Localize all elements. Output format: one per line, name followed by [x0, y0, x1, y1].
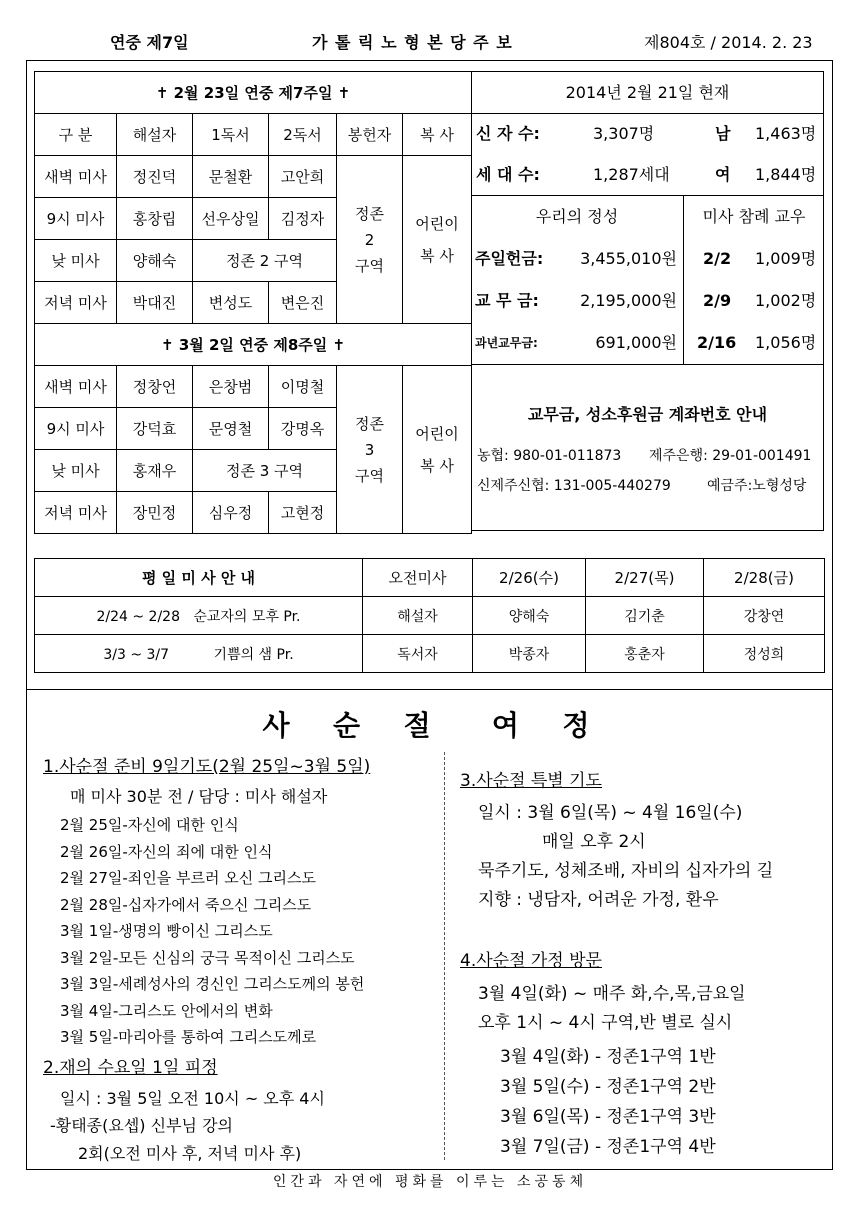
list-item: 3월 1일-생명의 빵이신 그리스도 [60, 922, 273, 940]
mass-label: 낮 미사 [35, 450, 117, 492]
offertory-line: 정존 [355, 414, 384, 433]
table-cell: 이명철 [269, 366, 337, 408]
col-header: 구 분 [35, 114, 117, 156]
offertory-line: 2 [364, 230, 375, 249]
section-divider [26, 689, 833, 690]
altar-server-cell [403, 156, 472, 324]
attendance-date: 2/16 [697, 333, 737, 352]
footer-motto: 인간과 자연에 평화를 이루는 소공동체 [272, 1174, 588, 1190]
offertory-line: 구역 [355, 466, 384, 485]
mass-label: 새벽 미사 [35, 156, 117, 198]
altar-server-line: 어린이 [415, 424, 459, 443]
mass-label: 낮 미사 [35, 240, 117, 282]
male-label: 남 [715, 124, 731, 143]
lent-title: 사 순 절 여 정 [262, 709, 598, 742]
table-cell: 변은진 [269, 282, 337, 324]
lent-section-3-line: 매일 오후 2시 [542, 832, 646, 852]
col-header: 2/28(금) [704, 559, 825, 597]
offertory-cell [337, 156, 403, 324]
table-cell: 정존 2 구역 [193, 240, 337, 282]
account-nh: 농협: 980-01-011873 [477, 448, 622, 464]
table-cell: 문철환 [193, 156, 269, 198]
table-cell: 정성희 [704, 635, 825, 673]
table-cell: 양해숙 [117, 240, 193, 282]
table-cell: 홍창립 [117, 198, 193, 240]
week1-title: ✝ 2월 23일 연중 제7주일 ✝ [35, 72, 472, 114]
mass-schedule-table [34, 71, 472, 534]
account-sinhyup: 신제주신협: 131-005-440279 [477, 478, 671, 494]
mass-label: 9시 미사 [35, 408, 117, 450]
lent-section-3-line: 일시 : 3월 6일(목) ~ 4월 16일(수) [478, 803, 743, 823]
lent-section-3-line: 묵주기도, 성체조배, 자비의 십자가의 길 [478, 861, 774, 881]
mass-label: 저녁 미사 [35, 282, 117, 324]
col-header: 복 사 [403, 114, 472, 156]
lent-section-4-title: 4.사순절 가정 방문 [460, 951, 602, 971]
table-cell: 강명옥 [269, 408, 337, 450]
lent-section-2-title: 2.재의 수요일 1일 피정 [43, 1058, 218, 1078]
table-cell: 선우상일 [193, 198, 269, 240]
list-item: 3월 5일(수) - 정존1구역 2반 [500, 1077, 716, 1097]
novena-list [60, 812, 364, 1051]
offertory-cell [337, 366, 403, 534]
col-header: 2독서 [269, 114, 337, 156]
attendance-count: 1,009명 [755, 249, 817, 268]
offering-value: 691,000원 [595, 333, 677, 352]
list-item: 3월 3일-세례성사의 경신인 그리스도께의 봉헌 [60, 975, 365, 993]
lent-section-1-sub: 매 미사 30분 전 / 담당 : 미사 해설자 [70, 787, 328, 806]
table-cell: 장민정 [117, 492, 193, 534]
table-cell: 강덕효 [117, 408, 193, 450]
list-item: 2월 28일-십자가에서 죽으신 그리스도 [60, 895, 312, 914]
weekday-title: 평 일 미 사 안 내 [35, 559, 363, 597]
issue-number: 제804호 / 2014. 2. 23 [644, 33, 813, 52]
believers-label: 신 자 수: [476, 124, 540, 143]
table-cell: 고안희 [269, 156, 337, 198]
table-cell: 문영철 [193, 408, 269, 450]
table-cell: 고현정 [269, 492, 337, 534]
mass-label: 9시 미사 [35, 198, 117, 240]
list-item: 3월 2일-모든 신심의 궁극 목적이신 그리스도 [60, 948, 355, 967]
list-item: 3월 4일(화) - 정존1구역 1반 [500, 1047, 716, 1067]
table-cell: 홍춘자 [586, 635, 704, 673]
table-cell: 박종자 [473, 635, 586, 673]
lent-section-2-line: 일시 : 3월 5일 오전 10시 ~ 오후 4시 [60, 1089, 325, 1108]
bulletin-title: 가 톨 릭 노 형 본 당 주 보 [312, 33, 513, 52]
table-cell: 강창연 [704, 597, 825, 635]
lent-section-3-line: 지향 : 냉담자, 어려운 가정, 환우 [478, 890, 719, 910]
table-cell: 김정자 [269, 198, 337, 240]
offering-title: 우리의 정성 [535, 207, 619, 226]
mass-label: 새벽 미사 [35, 366, 117, 408]
table-cell: 박대진 [117, 282, 193, 324]
attendance-count: 1,002명 [755, 291, 817, 310]
altar-server-line: 복 사 [420, 456, 454, 475]
offering-label: 과년교무금: [475, 336, 538, 350]
list-item: 2월 27일-죄인을 부르러 오신 그리스도 [60, 869, 316, 887]
lent-section-2-line: 2회(오전 미사 후, 저녁 미사 후) [78, 1144, 302, 1163]
account-jeju: 제주은행: 29-01-001491 [649, 448, 812, 464]
altar-server-line: 어린이 [415, 214, 459, 233]
col-header: 봉헌자 [337, 114, 403, 156]
offertory-line: 구역 [355, 256, 384, 275]
households-label: 세 대 수: [476, 165, 540, 184]
female-value: 1,844명 [755, 165, 817, 184]
lent-section-1-title: 1.사순절 준비 9일기도(2월 25일~3월 5일) [43, 757, 371, 777]
table-cell: 변성도 [193, 282, 269, 324]
stats-panel [471, 71, 824, 531]
attendance-title: 미사 참례 교우 [702, 207, 806, 226]
offertory-line: 3 [364, 440, 375, 459]
list-item: 3월 6일(목) - 정존1구역 3반 [500, 1107, 716, 1127]
issue-week: 연중 제7일 [110, 33, 189, 52]
visit-list [500, 1042, 716, 1162]
lent-section-4-line: 오후 1시 ~ 4시 구역,반 별로 실시 [478, 1013, 733, 1033]
account-holder: 예금주:노형성당 [707, 478, 807, 494]
mass-label: 저녁 미사 [35, 492, 117, 534]
offering-value: 2,195,000원 [580, 291, 677, 310]
col-header: 오전미사 [363, 559, 473, 597]
altar-server-line: 복 사 [420, 246, 454, 265]
attendance-count: 1,056명 [755, 333, 817, 352]
offertory-line: 정존 [355, 204, 384, 223]
attendance-date: 2/2 [703, 249, 732, 268]
female-label: 여 [715, 165, 731, 184]
table-cell: 은창범 [193, 366, 269, 408]
week2-title: ✝ 3월 2일 연중 제8주일 ✝ [35, 324, 472, 366]
weekday-period: 2/24 ~ 2/28 순교자의 모후 Pr. [35, 597, 363, 635]
offering-label: 주일헌금: [475, 249, 544, 268]
table-cell: 정진덕 [117, 156, 193, 198]
weekday-role: 해설자 [363, 597, 473, 635]
list-item: 3월 4일-그리스도 안에서의 변화 [60, 1001, 273, 1020]
table-cell: 양해숙 [473, 597, 586, 635]
list-item: 3월 5일-마리아를 통하여 그리스도께로 [60, 1028, 317, 1046]
col-header: 2/26(수) [473, 559, 586, 597]
col-header: 2/27(목) [586, 559, 704, 597]
weekday-role: 독서자 [363, 635, 473, 673]
column-divider [444, 752, 445, 1160]
lent-section-4-line: 3월 4일(화) ~ 매주 화,수,목,금요일 [478, 984, 746, 1004]
col-header: 1독서 [193, 114, 269, 156]
table-cell: 김기춘 [586, 597, 704, 635]
list-item: 2월 25일-자신에 대한 인식 [60, 816, 239, 834]
altar-server-cell [403, 366, 472, 534]
weekday-period: 3/3 ~ 3/7 기쁨의 샘 Pr. [35, 635, 363, 673]
offering-label: 교 무 금: [475, 291, 539, 310]
stats-date: 2014년 2월 21일 현재 [471, 72, 824, 114]
weekday-mass-table [34, 558, 825, 673]
table-cell: 심우정 [193, 492, 269, 534]
lent-section-3-title: 3.사순절 특별 기도 [460, 771, 602, 791]
attendance-date: 2/9 [703, 291, 732, 310]
households-value: 1,287세대 [593, 165, 670, 184]
list-item: 3월 7일(금) - 정존1구역 4반 [500, 1137, 716, 1157]
col-header: 해설자 [117, 114, 193, 156]
table-cell: 정존 3 구역 [193, 450, 337, 492]
table-cell: 홍재우 [117, 450, 193, 492]
believers-value: 3,307명 [593, 124, 655, 143]
table-cell: 정창언 [117, 366, 193, 408]
offering-value: 3,455,010원 [580, 249, 677, 268]
list-item: 2월 26일-자신의 죄에 대한 인식 [60, 842, 273, 861]
male-value: 1,463명 [755, 124, 817, 143]
lent-section-2-line: -황태종(요셉) 신부님 강의 [50, 1116, 233, 1135]
account-title: 교무금, 성소후원금 계좌번호 안내 [527, 405, 768, 424]
